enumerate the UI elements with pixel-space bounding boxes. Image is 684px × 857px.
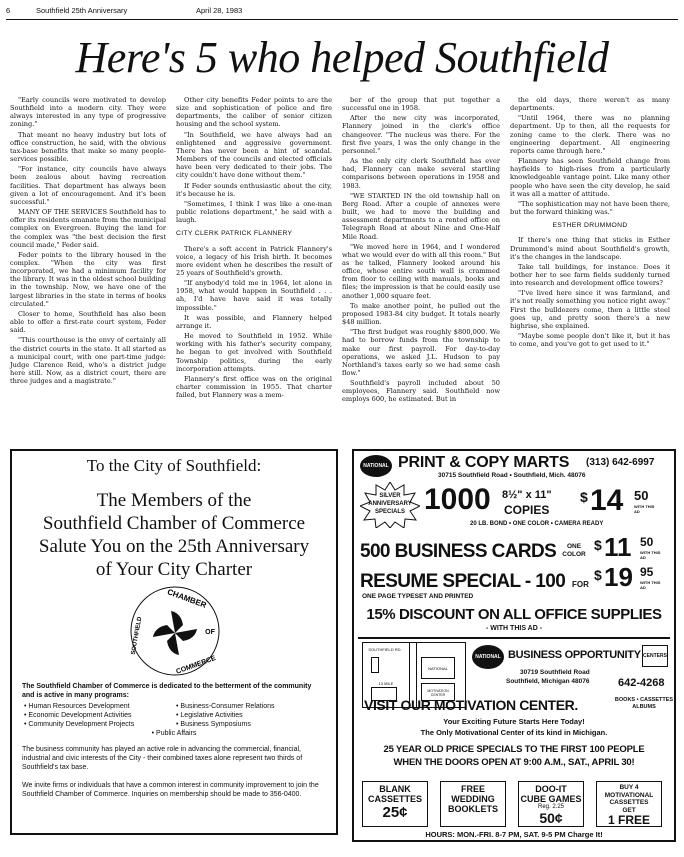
- copies-cents: 50: [634, 488, 649, 503]
- program-item-center: • Public Affairs: [151, 730, 197, 737]
- article-paragraph: If Feder sounds enthusiastic about the city, it's because he is.: [176, 181, 332, 198]
- coupon-line: GET: [622, 806, 636, 814]
- article-paragraph: MANY OF THE SERVICES Southfield has to offer its residents emanate from the municipal complex on Evergreen. Buying the land for the complex was "the best decision the first council made," Feder said.: [10, 208, 166, 249]
- paper-name: Southfield 25th Anniversary: [36, 6, 128, 15]
- coupon-line: CASSETTES: [609, 799, 649, 806]
- cards-cents: 50: [640, 535, 654, 549]
- article-paragraph: After the new city was incorporated, Flannery joined in the clerk's office changeover. "The nucleus was there. For the first five years, I was the only change in the personnel.": [342, 114, 500, 155]
- article-paragraph: That meant no heavy industry but lots of office construction, he said, with the obvious tax-base benefits that make so many people-services possible.: [10, 130, 166, 164]
- bo-address-2: Southfield, Michigan 48076: [506, 678, 590, 685]
- with-ad-note: WITH THIS AD: [640, 580, 661, 590]
- article-paragraph: There's a soft accent in Patrick Flannery's voice, a legacy of his Irish birth. It becomes more evident when he describes the result of 25 years of Southfield's growth.: [176, 244, 332, 277]
- chamber-paragraph-2: We invite firms or individuals that have a common interest in community improvement to join the Southfield Chamber of Commerce. Inquiries on membership should be made to 356-0400.: [22, 782, 319, 798]
- print-copy-marts-ad: [352, 449, 676, 842]
- visit-products: [614, 697, 674, 711]
- article-paragraph: "This courthouse is the envy of certainly all the district courts in the state. It all started as a municipal court, with one part-time judge: Judge Clarence Reid, who's a district judge here still. Now, as a district court, there are three judges and a magistrate.": [10, 336, 166, 386]
- coupon-line: WEDDING: [451, 794, 495, 804]
- chamber-line-name: Southfield Chamber of Commerce: [42, 513, 306, 534]
- program-item: • Legislative Activities: [176, 712, 243, 719]
- subhead: ESTHER DRUMMOND: [552, 222, 628, 230]
- coupon-cube-games[interactable]: [518, 781, 584, 827]
- badge-line: ANNIVERSARY: [368, 501, 412, 507]
- copies-note: 20 LB. BOND • ONE COLOR • CAMERA READY: [470, 521, 604, 527]
- coupon-price: 1 FREE: [607, 813, 650, 827]
- coupon-price: 50¢: [539, 810, 563, 826]
- article-paragraph: "In Southfield, we have always had an enlightened and aggressive government. There has never been a hint of scandal. Members of the councils and elected officials have been very dedicated to their jobs. The city couldn't have done without them.": [176, 130, 332, 180]
- chamber-line-charter: of Your City Charter: [95, 559, 253, 580]
- copies-count: 1000: [424, 483, 491, 516]
- coupon-motivational-cassettes[interactable]: [596, 781, 662, 827]
- national-logo-icon: NATIONAL: [360, 455, 392, 477]
- article-paragraph: If there's one thing that sticks in Esther Drummond's mind about Southfield's growth, it's the changes in the landscape.: [510, 236, 670, 261]
- cards-price: 11: [604, 532, 632, 562]
- chamber-message: [12, 489, 336, 581]
- article-paragraph: To make another point, he pulled out the proposed 1983-84 city budget. It totals nearly $48 million.: [342, 301, 500, 327]
- bo-address-1: 30719 Southfield Road: [520, 669, 590, 676]
- only-tagline: The Only Motivational Center of its kind in Michigan.: [420, 728, 608, 737]
- coupon-line: BLANK: [379, 784, 411, 794]
- program-item: • Economic Development Activities: [24, 712, 132, 719]
- article-paragraph: Closer to home, Southfield has also been able to offer a first-rate court system, Feder said.: [10, 309, 166, 335]
- map-building: [371, 657, 379, 673]
- article-paragraph: "I've lived here since it was farmland, and it's not really something you notice right away." First the bulldozers come, then a little steel goes up, and pretty soon there's a new highrise, she explained.: [510, 289, 670, 330]
- article-paragraph: "Sometimes, I think I was like a one-man public relations department," he said with a laugh.: [176, 199, 332, 225]
- article-paragraph: It was possible, and Flannery helped arrange it.: [176, 313, 332, 330]
- article-paragraph: Feder points to the library housed in the complex. "When the city was first incorporated, we had a minimum facility for the library. It was in the oldest school building in the township. Now, we have one of the largest libraries in the state in terms of books circulated.": [10, 250, 166, 308]
- coupon-line: BOOKLETS: [447, 804, 498, 814]
- badge-line: SILVER: [379, 493, 401, 499]
- discount-offer: 15% DISCOUNT ON ALL OFFICE SUPPLIES: [366, 606, 662, 623]
- badge-line: SPECIALS: [374, 509, 405, 515]
- page-number: 6: [6, 6, 11, 15]
- cards-color-note: ONE COLOR: [562, 543, 586, 558]
- article-paragraph: the old days, there weren't as many departments.: [510, 96, 670, 113]
- centers-logo: CENTERS: [642, 645, 668, 667]
- chamber-of-commerce-ad: [10, 449, 338, 835]
- article-paragraph: "The first budget was roughly $800,000. We had to borrow funds from the township to make our first payroll. For day-to-day operations, we asked J.L. Hudson to pay Northland's taxes early so we had some cash flow.": [342, 328, 500, 377]
- map-label-store: NATIONAL: [421, 657, 455, 679]
- map-label-road: SOUTHFIELD RD.: [368, 647, 402, 652]
- article-paragraph: As the only city clerk Southfield has ever had, Flannery can make several startling comparisons between operations in 1958 and 1983.: [342, 157, 500, 190]
- coupon-line: FREE: [460, 784, 485, 794]
- store-hours: HOURS: MON.-FRI. 8-7 PM, SAT. 9-5 PM Charge It!: [425, 830, 603, 839]
- article-paragraph: "We moved here in 1964, and I wondered what we would ever do with all this room." But as he talked, Flannery looked around his office, whose entire south wall is crammed from floor to ceiling with manuals, books and files; the impression is that he could easily use another 1,000 square feet.: [342, 242, 500, 300]
- chamber-salutation: To the City of Southfield:: [86, 456, 262, 475]
- chamber-line-members: The Members of the: [96, 490, 252, 511]
- article-paragraph: "If anybody'd told me in 1964, let alone in 1958, what would happen in Southfield . . . ah, I'd have have said it was totally impossible.": [176, 279, 332, 312]
- seal-text-top: CHAMBER: [166, 587, 208, 610]
- specials-line-1: 25 YEAR OLD PRICE SPECIALS TO THE FIRST 100 PEOPLE: [383, 744, 645, 755]
- issue-date: April 28, 1983: [196, 6, 243, 15]
- article-paragraph: Flannery has seen Southfield change from hayfields to high-rises from a particularly knowledgeable vantage point. Like many other people who have seen the city develop, he said it was all a matter of attitude.: [510, 157, 670, 198]
- product-line: BOOKS • CASSETTES: [614, 697, 674, 703]
- article-paragraph: Flannery's first office was on the original charter commission in 1955. That charter failed, but Flannery was a mem-: [176, 374, 332, 400]
- business-cards-offer: 500 BUSINESS CARDS: [360, 541, 557, 562]
- discount-note: - WITH THIS AD -: [485, 625, 543, 632]
- program-item: • Business-Consumer Relations: [176, 703, 275, 710]
- coupon-blank-cassettes[interactable]: [362, 781, 428, 827]
- article-paragraph: ber of the group that put together a successful one in 1958.: [342, 96, 500, 113]
- resume-for: FOR: [572, 580, 589, 589]
- coupon-line: DOO-IT: [535, 784, 567, 794]
- resume-cents: 95: [640, 565, 654, 579]
- program-item: • Community Development Projects: [24, 721, 135, 728]
- seal-text-right: OF: [205, 629, 215, 636]
- article-paragraph: Take tall buildings, for instance. Does it bother her to see farm fields suddenly turned into research and development office towers?: [510, 262, 670, 288]
- article-column-1: [10, 96, 166, 387]
- seal-text-left: SOUTHFIELD: [130, 616, 144, 656]
- visit-headline: VISIT OUR MOTIVATION CENTER.: [364, 697, 578, 713]
- article-paragraph: "Until 1964, there was no planning department. Up to then, all the requests for zoning came to the clerk. There was no engineering department. All engineering reports came through here.": [510, 114, 670, 155]
- bo-phone: 642-4268: [618, 677, 665, 689]
- with-ad-note: WITH THIS AD: [640, 550, 661, 560]
- store-phone: (313) 642-6997: [586, 457, 655, 468]
- subhead: CITY CLERK PATRICK FLANNERY: [176, 230, 293, 238]
- coupon-line: CUBE GAMES: [520, 794, 582, 804]
- chamber-dedication: The Southfield Chamber of Commerce is dedicated to the betterment of the community and is active in many programs:: [22, 683, 312, 699]
- cards-dollar: $: [594, 537, 602, 553]
- article-column-4: [510, 96, 670, 350]
- exciting-tagline: Your Exciting Future Starts Here Today!: [443, 717, 585, 726]
- coupon-line: CASSETTES: [367, 794, 422, 804]
- anniversary-badge: [360, 482, 420, 528]
- programs-left-list: [24, 702, 174, 729]
- article-paragraph: "WE STARTED IN the old township hall on Berg Road. After a couple of annexes were built, we had to move the building and assessment departments to a rented office on Telegraph Road at about Nine and One-Half Mile Road.: [342, 191, 500, 241]
- article-paragraph: "The sophistication may not have been there, but the forward thinking was.": [510, 199, 670, 217]
- map-label-center: MOTIVATION CENTER: [421, 683, 455, 701]
- store-address: 30715 Southfield Road • Southfield, Mich. 48076: [438, 472, 586, 479]
- programs-right-list: [176, 702, 326, 729]
- copies-size: 8½" x 11": [502, 489, 552, 501]
- specials-line-2: WHEN THE DOORS OPEN AT 9:00 A.M., SAT., APRIL 30!: [393, 757, 635, 768]
- top-rule: [6, 19, 678, 20]
- with-ad-note: WITH THIS AD: [634, 504, 655, 514]
- article-paragraph: "Maybe some people don't like it, but it has to come, and you've got to get used to it.": [510, 332, 670, 349]
- resume-price: 19: [604, 562, 633, 592]
- coupon-price: 25¢: [382, 804, 408, 821]
- coupon-wedding-booklets[interactable]: [440, 781, 506, 827]
- article-paragraph: Southfield's payroll included about 50 employees, Flannery said. Southfield now employs 600, he estimated. But in: [342, 379, 500, 404]
- chamber-paragraph-1: The business community has played an active role in advancing the commercial, financial, industrial and civic interests of the City - their combined taxes alone represent two thirds of Southfield's tax base.: [22, 746, 303, 771]
- article-paragraph: Other city benefits Feder points to are the size and sophistication of police and fire departments, the caliber of senior citizen housing and the school system.: [176, 96, 332, 129]
- seal-text-bottom: COMMERCE: [175, 654, 217, 676]
- program-item: • Human Resources Development: [24, 703, 130, 710]
- copies-word: COPIES: [504, 503, 550, 517]
- store-name: PRINT & COPY MARTS: [398, 454, 570, 471]
- article-column-3: [342, 96, 500, 406]
- resume-dollar: $: [594, 567, 602, 583]
- national-logo-icon: NATIONAL: [472, 645, 504, 669]
- resume-note: ONE PAGE TYPESET AND PRINTED: [362, 593, 474, 600]
- copies-price: 14: [590, 484, 624, 517]
- copies-dollar: $: [580, 489, 588, 505]
- product-line: ALBUMS: [632, 704, 656, 710]
- article-paragraph: "For instance, city councils have always been zealous about having recreation facilities. That department has always been given a lot of encouragement. And it's been successful.": [10, 165, 166, 206]
- headline: Here's 5 who helped Southfield: [75, 33, 609, 82]
- map-label-street: 13 MILE: [378, 681, 394, 686]
- program-item: • Business Symposiums: [176, 721, 251, 728]
- coupon-line: BUY 4: [619, 784, 639, 791]
- chamber-line-salute: Salute You on the 25th Anniversary: [38, 536, 310, 557]
- coupon-line: MOTIVATIONAL: [604, 791, 654, 799]
- article-column-2: [176, 96, 332, 401]
- coupon-line: Reg. 2.25: [537, 804, 565, 810]
- article-paragraph: "Early councils were motivated to develop Southfield into a modern city. They were always interested in any type of progressive zoning.": [10, 96, 166, 129]
- folio-line: [6, 6, 678, 18]
- business-opportunity-name: BUSINESS OPPORTUNITY: [508, 649, 641, 661]
- resume-offer: RESUME SPECIAL - 100: [360, 571, 566, 592]
- ad-divider: [358, 637, 670, 639]
- chamber-seal-icon: [128, 584, 222, 678]
- article-paragraph: He moved to Southfield in 1952. While working with his father's security company, he began to get involved with Southfield Township politics, during the early incorporation attempts.: [176, 332, 332, 373]
